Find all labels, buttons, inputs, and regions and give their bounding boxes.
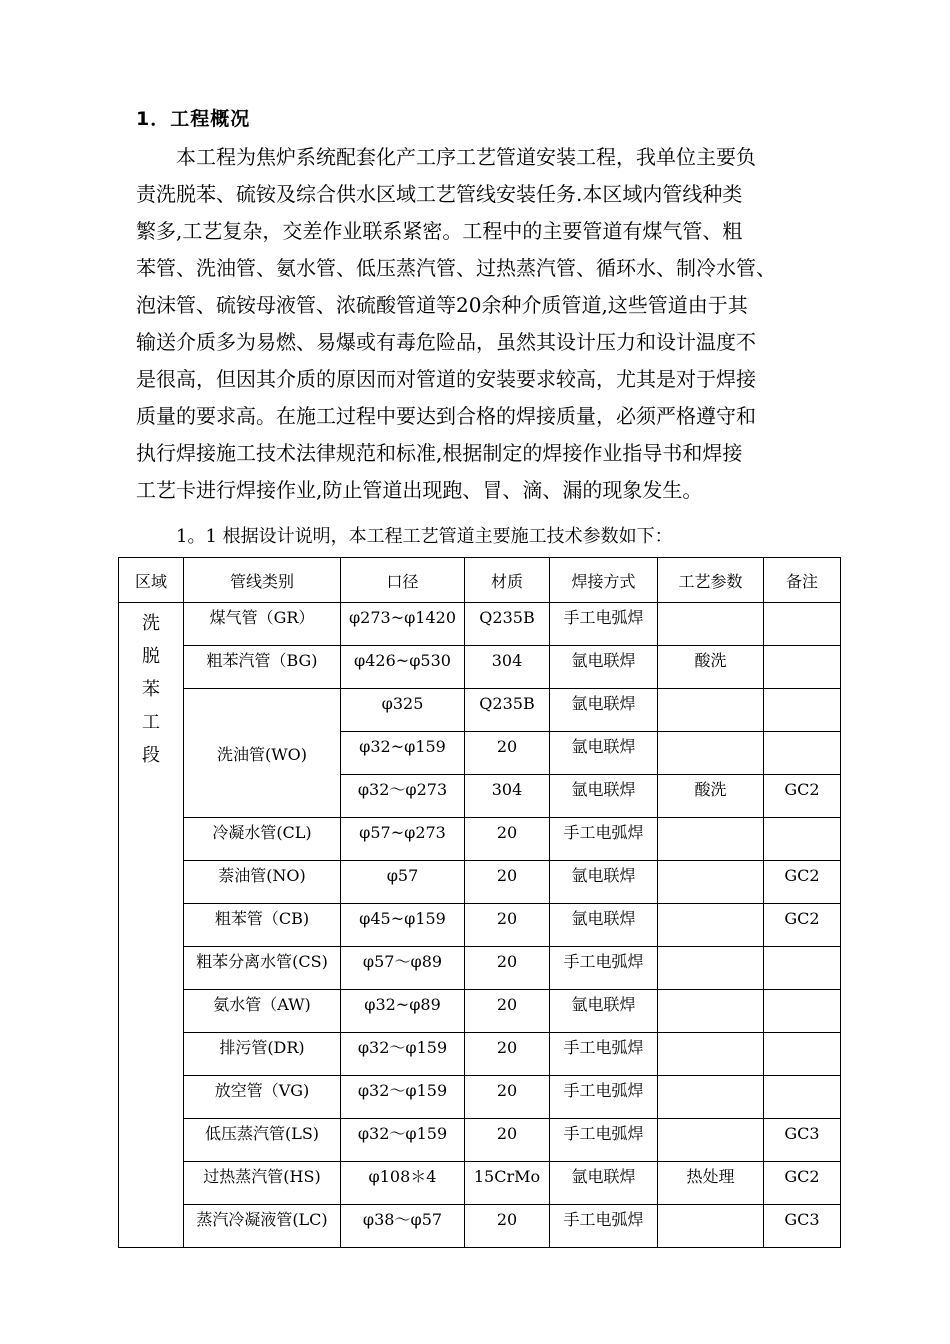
remark-cell bbox=[764, 1205, 841, 1248]
category-cell bbox=[184, 818, 341, 861]
process-cell bbox=[658, 1205, 764, 1248]
remark-text bbox=[764, 1077, 840, 1118]
material-cell bbox=[465, 689, 550, 732]
category-cell bbox=[184, 990, 341, 1033]
header-remark: 备注 bbox=[764, 558, 841, 603]
remark-cell bbox=[764, 904, 841, 947]
remark-text: GC3 bbox=[784, 1209, 820, 1229]
welding-cell bbox=[550, 1033, 658, 1076]
material-cell bbox=[465, 904, 550, 947]
table-row bbox=[119, 904, 841, 947]
category-text: 蒸汽冷凝液管(LC) bbox=[196, 1209, 328, 1229]
remark-text bbox=[764, 948, 840, 989]
category-text: 煤气管（GR） bbox=[209, 607, 315, 627]
category-text: 过热蒸汽管(HS) bbox=[203, 1166, 321, 1186]
material-text: 304 bbox=[491, 779, 523, 799]
process-text bbox=[658, 733, 763, 774]
paragraph-line: 苯管、洗油管、氨水管、低压蒸汽管、过热蒸汽管、循环水、制冷水管、 bbox=[136, 256, 776, 280]
table-row bbox=[119, 1205, 841, 1248]
process-cell bbox=[658, 818, 764, 861]
material-text: 20 bbox=[496, 1123, 518, 1143]
welding-cell bbox=[550, 603, 658, 646]
header-material: 材质 bbox=[465, 558, 550, 603]
welding-text: 氩电联焊 bbox=[571, 1166, 636, 1186]
process-text: 酸洗 bbox=[694, 650, 727, 670]
category-cell bbox=[184, 1076, 341, 1119]
welding-cell bbox=[550, 904, 658, 947]
region-char: 段 bbox=[142, 745, 160, 766]
diameter-cell bbox=[341, 1076, 465, 1119]
table-row bbox=[119, 1033, 841, 1076]
remark-cell bbox=[764, 646, 841, 689]
material-cell bbox=[465, 1205, 550, 1248]
table-row bbox=[119, 861, 841, 904]
material-text: 20 bbox=[496, 1037, 518, 1057]
welding-text: 手工电弧焊 bbox=[563, 1037, 644, 1057]
welding-text: 氩电联焊 bbox=[571, 865, 636, 885]
remark-text bbox=[764, 647, 840, 688]
section-title: 1．工程概况 bbox=[136, 108, 251, 130]
process-text bbox=[658, 1120, 763, 1161]
category-cell bbox=[184, 1162, 341, 1205]
process-text bbox=[658, 690, 763, 731]
region-char: 工 bbox=[142, 712, 160, 733]
material-cell bbox=[465, 1076, 550, 1119]
diameter-text: φ32~φ89 bbox=[364, 994, 441, 1014]
process-cell bbox=[658, 947, 764, 990]
diameter-cell bbox=[341, 1119, 465, 1162]
remark-cell bbox=[764, 861, 841, 904]
material-text: 20 bbox=[496, 908, 518, 928]
diameter-cell bbox=[341, 646, 465, 689]
remark-cell bbox=[764, 1033, 841, 1076]
process-cell bbox=[658, 1076, 764, 1119]
header-region: 区域 bbox=[119, 558, 184, 603]
welding-text: 手工电弧焊 bbox=[563, 1209, 644, 1229]
category-cell bbox=[184, 947, 341, 990]
remark-cell bbox=[764, 1076, 841, 1119]
remark-text: GC2 bbox=[784, 908, 820, 928]
process-cell bbox=[658, 603, 764, 646]
remark-text: GC3 bbox=[784, 1123, 820, 1143]
material-cell bbox=[465, 990, 550, 1033]
material-text: 20 bbox=[496, 951, 518, 971]
category-text: 粗苯管（CB) bbox=[214, 908, 310, 928]
process-text bbox=[658, 862, 763, 903]
process-text bbox=[658, 1077, 763, 1118]
welding-cell bbox=[550, 689, 658, 732]
remark-cell bbox=[764, 775, 841, 818]
table-row bbox=[119, 1162, 841, 1205]
paragraph-line: 责洗脱苯、硫铵及综合供水区域工艺管线安装任务.本区域内管线种类 bbox=[136, 182, 743, 206]
remark-text bbox=[764, 991, 840, 1032]
diameter-cell bbox=[341, 861, 465, 904]
category-cell bbox=[184, 904, 341, 947]
welding-text: 手工电弧焊 bbox=[563, 607, 644, 627]
welding-cell bbox=[550, 646, 658, 689]
diameter-cell bbox=[341, 1162, 465, 1205]
region-label bbox=[141, 607, 161, 772]
remark-text bbox=[764, 604, 840, 645]
table-row bbox=[119, 1076, 841, 1119]
paragraph-line: 是很高，但因其介质的原因而对管道的安装要求较高，尤其是对于焊接 bbox=[136, 367, 756, 391]
welding-cell bbox=[550, 732, 658, 775]
welding-text: 氩电联焊 bbox=[571, 650, 636, 670]
diameter-text: φ32～φ159 bbox=[357, 1080, 448, 1100]
technical-parameters-table bbox=[118, 557, 841, 1248]
process-text bbox=[658, 948, 763, 989]
overview-paragraph bbox=[136, 139, 836, 509]
process-text bbox=[658, 1206, 763, 1247]
table-row bbox=[119, 646, 841, 689]
material-cell bbox=[465, 646, 550, 689]
table-row bbox=[119, 947, 841, 990]
remark-cell bbox=[764, 1162, 841, 1205]
table-row bbox=[119, 818, 841, 861]
material-cell bbox=[465, 603, 550, 646]
process-cell bbox=[658, 732, 764, 775]
process-text bbox=[658, 905, 763, 946]
material-text: Q235B bbox=[479, 607, 535, 627]
process-cell bbox=[658, 1033, 764, 1076]
welding-cell bbox=[550, 1119, 658, 1162]
diameter-cell bbox=[341, 947, 465, 990]
table-row bbox=[119, 689, 841, 732]
header-process: 工艺参数 bbox=[658, 558, 764, 603]
diameter-cell bbox=[341, 818, 465, 861]
welding-cell bbox=[550, 1205, 658, 1248]
category-text: 萘油管(NO) bbox=[218, 865, 306, 885]
process-text bbox=[658, 1034, 763, 1075]
category-cell bbox=[184, 603, 341, 646]
region-char: 洗 bbox=[142, 613, 160, 634]
category-cell bbox=[184, 861, 341, 904]
table-row bbox=[119, 990, 841, 1033]
diameter-text: φ32~φ159 bbox=[359, 736, 446, 756]
welding-cell bbox=[550, 1076, 658, 1119]
welding-cell bbox=[550, 947, 658, 990]
welding-text: 手工电弧焊 bbox=[563, 822, 644, 842]
process-text bbox=[658, 604, 763, 645]
header-welding: 焊接方式 bbox=[550, 558, 658, 603]
welding-text: 氩电联焊 bbox=[571, 693, 636, 713]
welding-text: 氩电联焊 bbox=[571, 779, 636, 799]
material-cell bbox=[465, 818, 550, 861]
welding-text: 手工电弧焊 bbox=[563, 951, 644, 971]
paragraph-line: 繁多,工艺复杂，交差作业联系紧密。工程中的主要管道有煤气管、粗 bbox=[136, 219, 743, 243]
subsection-title: 1。1 根据设计说明，本工程工艺管道主要施工技术参数如下： bbox=[176, 526, 673, 547]
diameter-text: φ32～φ159 bbox=[357, 1037, 448, 1057]
material-cell bbox=[465, 861, 550, 904]
category-text: 低压蒸汽管(LS) bbox=[204, 1123, 320, 1143]
material-text: 20 bbox=[496, 1209, 518, 1229]
welding-cell bbox=[550, 818, 658, 861]
diameter-cell bbox=[341, 1033, 465, 1076]
diameter-text: φ32～φ159 bbox=[357, 1123, 448, 1143]
category-cell bbox=[184, 1205, 341, 1248]
process-text bbox=[658, 819, 763, 860]
remark-text bbox=[764, 733, 840, 774]
process-cell bbox=[658, 990, 764, 1033]
diameter-cell bbox=[341, 1205, 465, 1248]
welding-text: 氩电联焊 bbox=[571, 994, 636, 1014]
region-char: 脱 bbox=[142, 646, 160, 667]
welding-cell bbox=[550, 861, 658, 904]
remark-cell bbox=[764, 603, 841, 646]
remark-text bbox=[764, 1034, 840, 1075]
process-cell bbox=[658, 904, 764, 947]
welding-text: 氩电联焊 bbox=[571, 736, 636, 756]
diameter-cell bbox=[341, 904, 465, 947]
remark-cell bbox=[764, 689, 841, 732]
remark-text: GC2 bbox=[784, 865, 820, 885]
material-text: Q235B bbox=[479, 693, 535, 713]
material-text: 20 bbox=[496, 1080, 518, 1100]
diameter-text: φ57~φ273 bbox=[359, 822, 446, 842]
paragraph-line: 执行焊接施工技术法律规范和标准,根据制定的焊接作业指导书和焊接 bbox=[136, 441, 743, 465]
material-text: 20 bbox=[496, 994, 518, 1014]
diameter-text: φ57～φ89 bbox=[362, 951, 443, 971]
diameter-cell bbox=[341, 775, 465, 818]
process-text bbox=[658, 991, 763, 1032]
material-cell bbox=[465, 775, 550, 818]
diameter-text: φ426~φ530 bbox=[354, 650, 451, 670]
diameter-cell bbox=[341, 732, 465, 775]
process-cell bbox=[658, 1119, 764, 1162]
category-text: 冷凝水管(CL) bbox=[212, 822, 312, 842]
remark-cell bbox=[764, 990, 841, 1033]
process-cell bbox=[658, 646, 764, 689]
process-text: 热处理 bbox=[686, 1166, 735, 1186]
remark-text: GC2 bbox=[784, 779, 820, 799]
remark-text bbox=[764, 690, 840, 731]
paragraph-line: 工艺卡进行焊接作业,防止管道出现跑、冒、滴、漏的现象发生。 bbox=[136, 478, 703, 502]
category-text: 排污管(DR) bbox=[219, 1037, 305, 1057]
welding-text: 手工电弧焊 bbox=[563, 1080, 644, 1100]
category-cell: 洗油管(WO) bbox=[184, 689, 341, 818]
remark-cell bbox=[764, 1119, 841, 1162]
diameter-text: φ38～φ57 bbox=[362, 1209, 443, 1229]
region-char: 苯 bbox=[142, 679, 160, 700]
paragraph-line: 质量的要求高。在施工过程中要达到合格的焊接质量，必须严格遵守和 bbox=[136, 404, 756, 428]
diameter-text: φ325 bbox=[381, 693, 424, 713]
welding-text: 手工电弧焊 bbox=[563, 1123, 644, 1143]
process-cell bbox=[658, 689, 764, 732]
remark-text bbox=[764, 819, 840, 860]
table-row bbox=[119, 603, 841, 646]
region-cell bbox=[119, 603, 184, 1248]
category-text: 粗苯汽管（BG) bbox=[206, 650, 318, 670]
material-text: 20 bbox=[496, 822, 518, 842]
material-cell bbox=[465, 1162, 550, 1205]
material-text: 20 bbox=[496, 736, 518, 756]
diameter-text: φ57 bbox=[386, 865, 419, 885]
diameter-cell bbox=[341, 603, 465, 646]
diameter-cell bbox=[341, 689, 465, 732]
diameter-text: φ45~φ159 bbox=[359, 908, 446, 928]
remark-cell bbox=[764, 732, 841, 775]
table-row bbox=[119, 1119, 841, 1162]
header-diameter: 口径 bbox=[341, 558, 465, 603]
welding-cell bbox=[550, 990, 658, 1033]
material-text: 304 bbox=[491, 650, 523, 670]
paragraph-line: 泡沫管、硫铵母液管、浓硫酸管道等20余种介质管道,这些管道由于其 bbox=[136, 293, 748, 317]
category-cell bbox=[184, 1033, 341, 1076]
material-cell bbox=[465, 732, 550, 775]
remark-text: GC2 bbox=[784, 1166, 820, 1186]
process-text: 酸洗 bbox=[694, 779, 727, 799]
welding-text: 氩电联焊 bbox=[571, 908, 636, 928]
paragraph-line: 输送介质多为易燃、易爆或有毒危险品，虽然其设计压力和设计温度不 bbox=[136, 330, 756, 354]
diameter-text: φ273~φ1420 bbox=[348, 607, 457, 627]
material-cell bbox=[465, 1033, 550, 1076]
diameter-text: φ108＊4 bbox=[368, 1166, 437, 1186]
process-cell bbox=[658, 861, 764, 904]
diameter-cell bbox=[341, 990, 465, 1033]
header-category: 管线类别 bbox=[184, 558, 341, 603]
welding-cell bbox=[550, 1162, 658, 1205]
diameter-text: φ32～φ273 bbox=[357, 779, 448, 799]
table-header-row bbox=[119, 558, 841, 603]
category-text: 氨水管（AW) bbox=[213, 994, 311, 1014]
process-cell bbox=[658, 1162, 764, 1205]
process-cell bbox=[658, 775, 764, 818]
material-cell bbox=[465, 947, 550, 990]
welding-cell bbox=[550, 775, 658, 818]
category-cell bbox=[184, 1119, 341, 1162]
remark-cell bbox=[764, 947, 841, 990]
remark-cell bbox=[764, 818, 841, 861]
category-text: 粗苯分离水管(CS) bbox=[196, 951, 328, 971]
material-text: 20 bbox=[496, 865, 518, 885]
material-text: 15CrMo bbox=[473, 1166, 541, 1186]
category-cell bbox=[184, 646, 341, 689]
material-cell bbox=[465, 1119, 550, 1162]
paragraph-line: 本工程为焦炉系统配套化产工序工艺管道安装工程，我单位主要负 bbox=[176, 145, 756, 169]
category-text: 放空管（VG) bbox=[214, 1080, 310, 1100]
